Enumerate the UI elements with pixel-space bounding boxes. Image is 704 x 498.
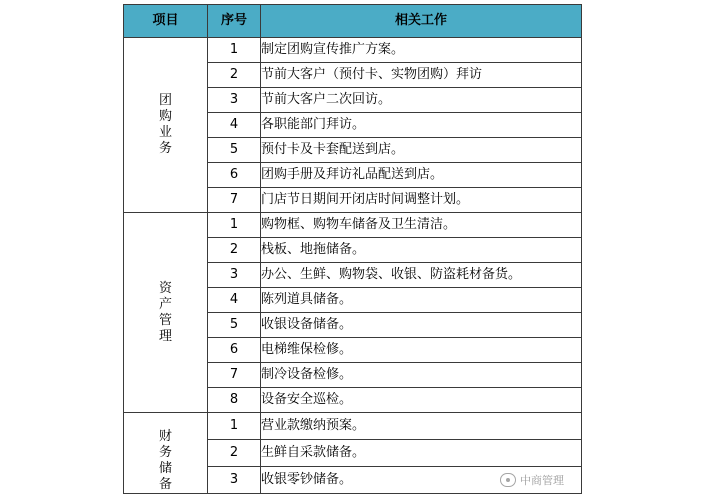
row-number: 1 [208, 38, 261, 63]
header-project: 项目 [124, 5, 208, 38]
header-work: 相关工作 [261, 5, 582, 38]
table-body [124, 38, 582, 494]
row-number: 1 [208, 213, 261, 238]
project-cell [124, 38, 208, 213]
row-number: 2 [208, 238, 261, 263]
project-label: 资产管理 [158, 280, 172, 344]
project-label: 团购业务 [158, 93, 172, 156]
task-table [123, 4, 582, 494]
table-row [124, 413, 582, 440]
project-cell [124, 413, 208, 494]
row-number: 5 [208, 313, 261, 338]
row-work: 节前大客户二次回访。 [261, 88, 582, 113]
row-work: 办公、生鲜、购物袋、收银、防盗耗材备货。 [261, 263, 582, 288]
row-work: 栈板、地拖储备。 [261, 238, 582, 263]
row-number: 1 [208, 413, 261, 440]
row-work: 各职能部门拜访。 [261, 113, 582, 138]
row-number: 4 [208, 113, 261, 138]
row-number: 8 [208, 388, 261, 413]
watermark [500, 472, 564, 488]
row-number: 3 [208, 263, 261, 288]
row-number: 3 [208, 88, 261, 113]
row-work: 制定团购宣传推广方案。 [261, 38, 582, 63]
row-work: 制冷设备检修。 [261, 363, 582, 388]
row-work: 团购手册及拜访礼品配送到店。 [261, 163, 582, 188]
wechat-icon [500, 473, 516, 487]
row-number: 7 [208, 188, 261, 213]
row-work: 电梯维保检修。 [261, 338, 582, 363]
table-row [124, 38, 582, 63]
row-number: 3 [208, 467, 261, 494]
row-work: 营业款缴纳预案。 [261, 413, 582, 440]
row-work: 门店节日期间开闭店时间调整计划。 [261, 188, 582, 213]
project-cell [124, 213, 208, 413]
row-number: 7 [208, 363, 261, 388]
row-number: 6 [208, 338, 261, 363]
row-number: 2 [208, 63, 261, 88]
row-number: 5 [208, 138, 261, 163]
header-row [124, 5, 582, 38]
row-work: 节前大客户（预付卡、实物团购）拜访 [261, 63, 582, 88]
row-work: 收银零钞储备。 [261, 467, 582, 494]
row-work: 设备安全巡检。 [261, 388, 582, 413]
watermark-text: 中商管理 [520, 474, 564, 487]
header-number: 序号 [208, 5, 261, 38]
table-row [124, 213, 582, 238]
row-number: 6 [208, 163, 261, 188]
row-work: 预付卡及卡套配送到店。 [261, 138, 582, 163]
row-work: 收银设备储备。 [261, 313, 582, 338]
row-work: 购物框、购物车储备及卫生清洁。 [261, 213, 582, 238]
row-number: 2 [208, 440, 261, 467]
row-work: 陈列道具储备。 [261, 288, 582, 313]
row-work: 生鲜自采款储备。 [261, 440, 582, 467]
project-label: 财务储备 [158, 429, 172, 492]
row-number: 4 [208, 288, 261, 313]
